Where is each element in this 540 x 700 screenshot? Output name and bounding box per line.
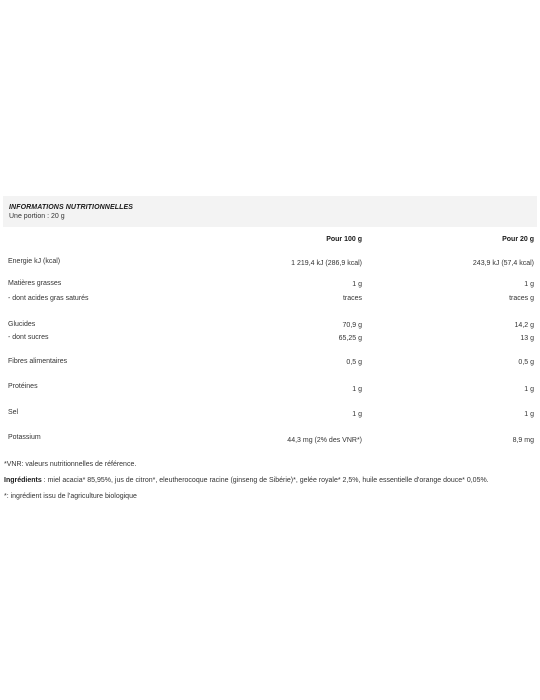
column-header-per20: Pour 20 g — [502, 236, 534, 243]
nutrition-header — [3, 196, 537, 227]
portion-size: Une portion : 20 g — [9, 213, 65, 220]
nutrient-label: Energie kJ (kcal) — [8, 258, 61, 265]
value-per20: traces g — [509, 295, 534, 302]
value-per100: 1 219,4 kJ (286,9 kcal) — [291, 260, 362, 267]
value-per100: 1 g — [352, 411, 362, 418]
nutrient-label: Glucides — [8, 321, 36, 328]
organic-note: *: ingrédient issu de l'agriculture biologique — [4, 493, 137, 500]
nutrient-label: Fibres alimentaires — [8, 358, 68, 365]
value-per20: 8,9 mg — [512, 437, 534, 444]
ingredients-label: Ingrédients — [4, 477, 42, 484]
table-row — [3, 403, 537, 428]
value-per100: traces — [342, 295, 362, 302]
table-row — [3, 428, 537, 450]
table-row — [3, 352, 537, 377]
value-per100: 70,9 g — [342, 322, 362, 329]
value-per100: 1 g — [352, 386, 362, 393]
nutrition-table — [3, 227, 537, 450]
value-per20: 14,2 g — [514, 322, 534, 329]
nutrient-label: - dont acides gras saturés — [8, 295, 89, 302]
table-row — [3, 251, 537, 276]
value-per20: 1 g — [524, 281, 534, 288]
vnr-note: *VNR: valeurs nutritionnelles de référence. — [4, 461, 137, 468]
value-per100: 0,5 g — [346, 359, 362, 366]
nutrition-panel — [3, 196, 537, 450]
table-row — [3, 377, 537, 403]
value-per20: 0,5 g — [518, 359, 534, 366]
nutrient-label: Matières grasses — [8, 280, 62, 287]
value-per100: 65,25 g — [338, 335, 362, 342]
table-row — [3, 330, 537, 352]
value-per20: 243,9 kJ (57,4 kcal) — [472, 260, 534, 267]
column-header-row — [3, 227, 537, 251]
value-per100: 1 g — [352, 281, 362, 288]
nutrient-label: - dont sucres — [8, 334, 49, 341]
table-row — [3, 276, 537, 292]
value-per20: 1 g — [524, 411, 534, 418]
table-row — [3, 292, 537, 314]
nutrient-label: Sel — [8, 409, 19, 416]
nutrient-label: Protéines — [8, 383, 38, 390]
nutrition-title: INFORMATIONS NUTRITIONNELLES — [9, 204, 133, 211]
table-row — [3, 314, 537, 330]
value-per100: 44,3 mg (2% des VNR*) — [287, 437, 362, 444]
column-header-per100: Pour 100 g — [326, 236, 362, 243]
value-per20: 13 g — [520, 335, 534, 342]
column-header-empty — [3, 227, 238, 251]
value-per20: 1 g — [524, 386, 534, 393]
nutrient-label: Potassium — [8, 434, 41, 441]
ingredients-text: : miel acacia* 85,95%, jus de citron*, eleutherocoque racine (ginseng de Sibérie)*, gelée royale* 2,5%, huile essentielle d'orange douce* 0,05%. — [41, 477, 489, 484]
ingredients-line — [4, 476, 489, 485]
